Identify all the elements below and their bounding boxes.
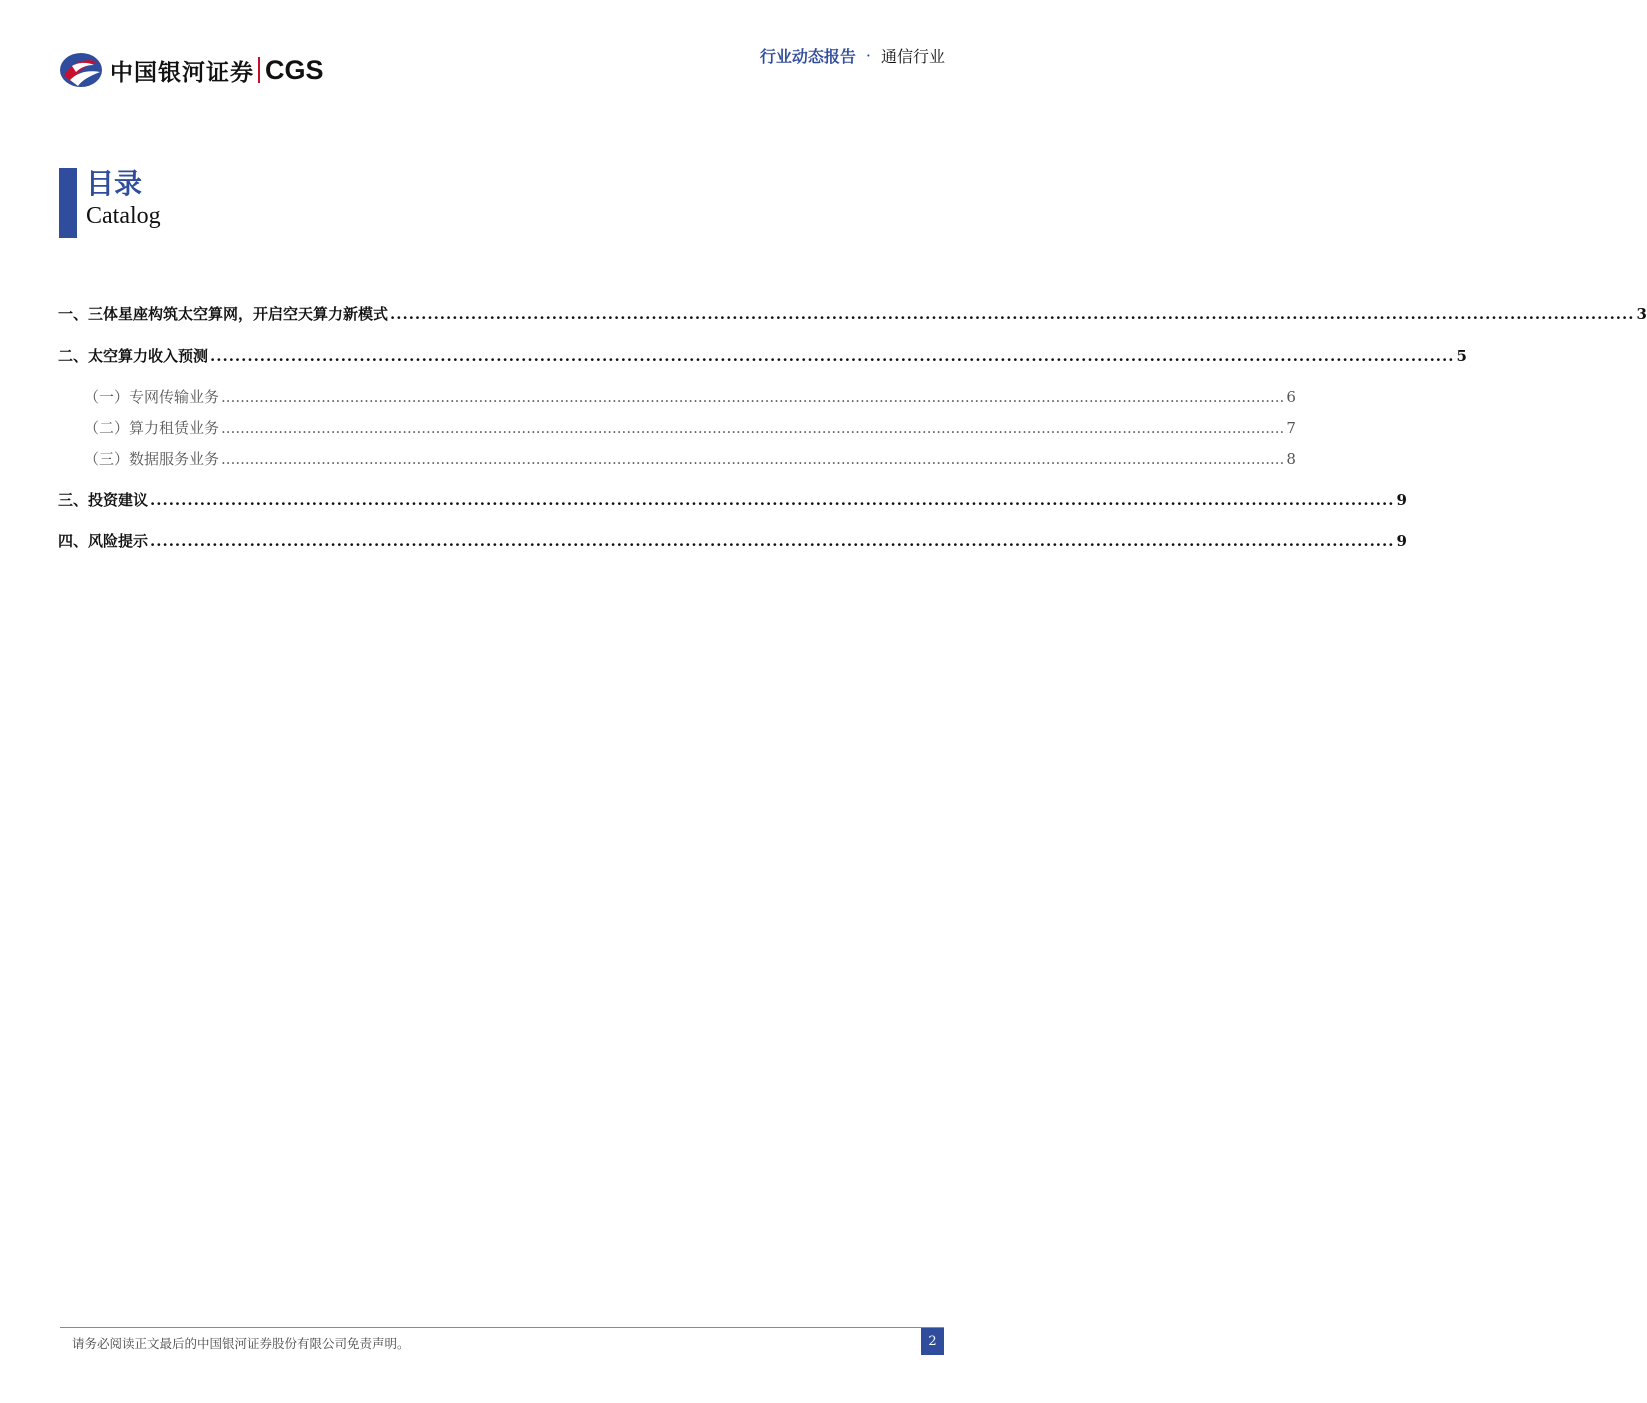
- footer-divider: [60, 1327, 944, 1328]
- logo-english-name: CGS: [265, 54, 324, 85]
- catalog-title-cn: 目录: [86, 167, 143, 200]
- toc-subentry[interactable]: [84, 417, 1296, 439]
- toc-title: 数据服务业务: [129, 450, 220, 468]
- logo-divider: [258, 57, 260, 83]
- toc-number: （二）: [84, 419, 130, 437]
- industry-label: 通信行业: [880, 47, 945, 66]
- toc-entry[interactable]: [58, 303, 1647, 325]
- toc-number: 四、: [58, 532, 89, 550]
- toc-page-number: 9: [1396, 532, 1407, 550]
- catalog-title-en: Catalog: [86, 203, 161, 229]
- header-separator: ·: [865, 46, 871, 65]
- toc-subentry[interactable]: [84, 448, 1296, 470]
- toc-leader-dots: ........................................................................................................................................................................................................: [150, 491, 1395, 509]
- catalog-accent-bar: [59, 168, 77, 238]
- toc-number: 一、: [58, 305, 89, 323]
- toc-leader-dots: ........................................................................................................................................................................................................: [390, 305, 1635, 323]
- toc-title: 投资建议: [88, 491, 149, 509]
- toc-title: 太空算力收入预测: [88, 347, 209, 365]
- toc-title: 算力租赁业务: [129, 419, 220, 437]
- toc-title: 风险提示: [88, 532, 149, 550]
- toc-number: （一）: [84, 388, 130, 406]
- toc-entry[interactable]: [58, 345, 1467, 367]
- toc-entry[interactable]: [58, 489, 1407, 511]
- toc-leader-dots: ...............................................................................................................................................................................................................................: [221, 419, 1285, 437]
- toc-title: 三体星座构筑太空算网，开启空天算力新模式: [88, 305, 389, 323]
- toc-page-number: 6: [1286, 388, 1296, 406]
- toc-page-number: 3: [1636, 305, 1647, 323]
- toc-page-number: 5: [1456, 347, 1467, 365]
- toc-leader-dots: ........................................................................................................................................................................................................: [210, 347, 1455, 365]
- toc-entry[interactable]: [58, 530, 1407, 552]
- page-number: 2: [928, 1334, 937, 1349]
- toc-page-number: 9: [1396, 491, 1407, 509]
- report-header: [760, 44, 945, 67]
- toc-page-number: 7: [1286, 419, 1296, 437]
- company-logo: [58, 50, 324, 90]
- report-type: 行业动态报告: [759, 47, 856, 66]
- footer-disclaimer: 请务必阅读正文最后的中国银河证券股份有限公司免责声明。: [72, 1336, 410, 1351]
- toc-subentry[interactable]: [84, 386, 1296, 408]
- toc-leader-dots: ........................................................................................................................................................................................................: [150, 532, 1395, 550]
- galaxy-logo-icon: [58, 50, 104, 90]
- page-number-badge: [921, 1328, 944, 1355]
- toc-number: （三）: [84, 450, 130, 468]
- toc-page-number: 8: [1286, 450, 1296, 468]
- logo-chinese-name: 中国银河证券: [110, 59, 254, 86]
- toc-leader-dots: ...............................................................................................................................................................................................................................: [221, 388, 1285, 406]
- toc-title: 专网传输业务: [129, 388, 220, 406]
- toc-number: 二、: [58, 347, 89, 365]
- toc-number: 三、: [58, 491, 89, 509]
- toc-leader-dots: ...............................................................................................................................................................................................................................: [221, 450, 1285, 468]
